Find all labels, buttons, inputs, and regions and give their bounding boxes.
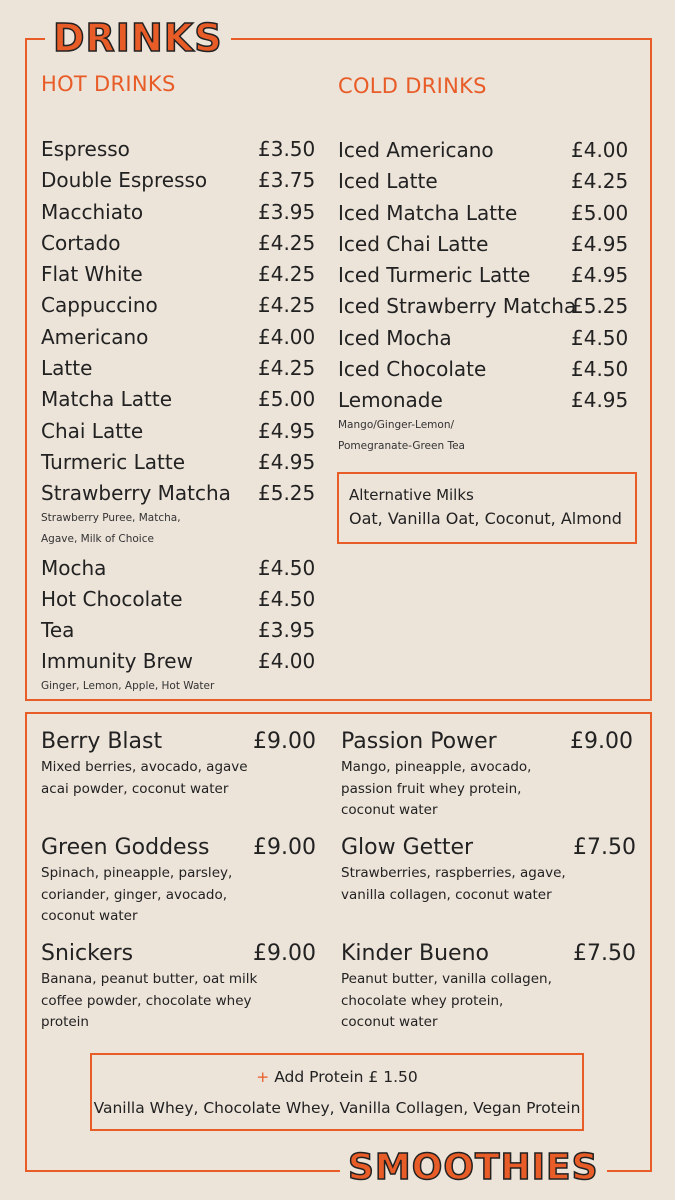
list-item [41,584,321,615]
item-name: Cortado [41,230,121,255]
list-item [338,260,638,291]
add-protein-line [92,1064,582,1090]
smoothies-title: SMOOTHIES [340,1148,607,1188]
item-price: £4.25 [258,230,316,255]
smoothie-item [341,939,636,1034]
smoothie-price: £9.00 [570,729,633,754]
item-price: £4.95 [571,231,629,256]
list-item [338,323,638,354]
alternative-milks-box [337,472,637,544]
add-protein-label: Add Protein £ 1.50 [274,1068,418,1086]
item-price: £4.25 [258,262,316,287]
list-item [41,646,321,677]
item-note [41,508,321,550]
item-name: Macchiato [41,199,144,224]
item-name: Iced Turmeric Latte [338,263,531,288]
list-item [41,553,321,584]
smoothie-item [41,939,316,1034]
smoothie-item [41,833,316,928]
item-price: £5.00 [571,200,629,225]
list-item [41,353,321,384]
smoothie-name: Snickers [41,941,134,966]
alternative-milks-list: Oat, Vanilla Oat, Coconut, Almond [349,509,622,528]
list-item [41,259,321,290]
list-item [41,384,321,415]
description-line: coffee powder, chocolate whey [41,992,252,1009]
note-line: Agave, Milk of Choice [41,532,154,545]
item-price: £4.95 [571,263,629,288]
list-item [338,291,638,322]
description-line: Mango, pineapple, avocado, [341,759,532,775]
item-price: £3.95 [258,618,316,643]
item-price: £5.25 [258,481,316,506]
description-line: Mixed berries, avocado, agave [41,759,248,775]
item-price: £3.75 [258,168,316,193]
smoothie-description [41,863,316,928]
list-item [338,229,638,260]
item-price: £4.00 [258,649,316,674]
item-name: Strawberry Matcha [41,481,231,506]
smoothie-description [341,863,636,906]
item-name: Tea [41,618,75,643]
smoothie-price: £9.00 [253,941,316,966]
list-item [41,447,321,478]
item-name: Hot Chocolate [41,586,183,611]
hot-drinks-list [41,134,321,700]
item-name: Iced Strawberry Matcha [338,294,577,319]
list-item [41,228,321,259]
item-price: £4.95 [571,388,629,413]
item-name: Iced Chai Latte [338,231,489,256]
description-line: Strawberries, raspberries, agave, [341,865,566,881]
description-line: coriander, ginger, avocado, [41,886,228,903]
item-name: Chai Latte [41,418,144,443]
list-item [41,165,321,196]
item-name: Flat White [41,262,143,287]
item-name: Double Espresso [41,168,208,193]
smoothie-name: Kinder Bueno [341,941,489,966]
item-price: £5.25 [571,294,629,319]
smoothie-description [341,969,636,1034]
item-name: Cappuccino [41,293,158,318]
description-line: Spinach, pineapple, parsley, [41,865,233,881]
smoothie-item [41,727,316,800]
description-line: Banana, peanut butter, oat milk [41,971,258,987]
list-item [41,478,321,509]
item-price: £4.50 [258,586,316,611]
item-name: Iced Latte [338,169,438,194]
smoothie-price: £9.00 [253,835,316,860]
smoothie-price: £7.50 [573,835,636,860]
item-price: £3.95 [258,199,316,224]
item-name: Immunity Brew [41,649,193,674]
item-price: £4.25 [571,169,629,194]
item-price: £5.00 [258,387,316,412]
item-price: £4.50 [571,325,629,350]
description-line: coconut water [341,802,438,818]
item-note [338,415,638,457]
smoothie-item [341,833,636,906]
list-item [41,615,321,646]
note-line: Mango/Ginger-Lemon/ [338,418,455,431]
description-line: protein [41,1014,89,1030]
smoothie-description [41,757,316,800]
list-item [41,416,321,447]
hot-drinks-heading: HOT DRINKS [41,72,176,96]
description-line: chocolate whey protein, [341,992,504,1009]
smoothie-description [341,757,633,822]
cold-drinks-list [338,135,638,460]
list-item [338,385,638,416]
note-line: Pomegranate-Green Tea [338,439,465,452]
drinks-title: DRINKS [45,18,231,58]
description-line: Peanut butter, vanilla collagen, [341,971,552,987]
smoothie-description [41,969,316,1034]
protein-options: Vanilla Whey, Chocolate Whey, Vanilla Collagen, Vegan Protein [93,1099,581,1117]
list-item [41,134,321,165]
note-line: Ginger, Lemon, Apple, Hot Water [41,679,215,692]
item-name: Iced Matcha Latte [338,200,518,225]
item-name: Lemonade [338,388,443,413]
smoothie-name: Glow Getter [341,835,474,860]
description-line: vanilla collagen, coconut water [341,886,552,903]
item-name: Americano [41,324,149,349]
smoothie-name: Berry Blast [41,729,163,754]
list-item [41,290,321,321]
smoothie-name: Passion Power [341,729,497,754]
item-price: £4.50 [258,555,316,580]
list-item [338,354,638,385]
list-item [338,135,638,166]
item-price: £4.25 [258,356,316,381]
item-name: Turmeric Latte [41,449,186,474]
item-name: Latte [41,356,93,381]
item-price: £4.25 [258,293,316,318]
item-price: £4.00 [258,324,316,349]
description-line: coconut water [41,908,138,924]
list-item [41,322,321,353]
item-price: £4.95 [258,418,316,443]
item-name: Iced Chocolate [338,357,487,382]
item-price: £4.50 [571,357,629,382]
smoothie-item [341,727,633,822]
item-name: Iced Americano [338,138,494,162]
list-item [338,166,638,197]
description-line: coconut water [341,1014,438,1030]
description-line: acai powder, coconut water [41,780,229,797]
cold-drinks-heading: COLD DRINKS [338,74,487,98]
item-name: Mocha [41,555,107,580]
smoothie-price: £9.00 [253,729,316,754]
smoothie-price: £7.50 [573,941,636,966]
list-item [338,198,638,229]
alternative-milks-title: Alternative Milks [349,486,474,504]
item-name: Matcha Latte [41,387,173,412]
item-note [41,676,321,697]
item-price: £3.50 [258,137,316,161]
smoothie-name: Green Goddess [41,835,210,860]
description-line: passion fruit whey protein, [341,780,522,797]
plus-icon: + [256,1068,270,1086]
note-line: Strawberry Puree, Matcha, [41,511,181,524]
item-name: Espresso [41,137,130,161]
item-price: £4.95 [258,449,316,474]
list-item [41,197,321,228]
item-name: Iced Mocha [338,325,452,350]
add-protein-box [90,1053,584,1131]
item-price: £4.00 [571,138,629,162]
